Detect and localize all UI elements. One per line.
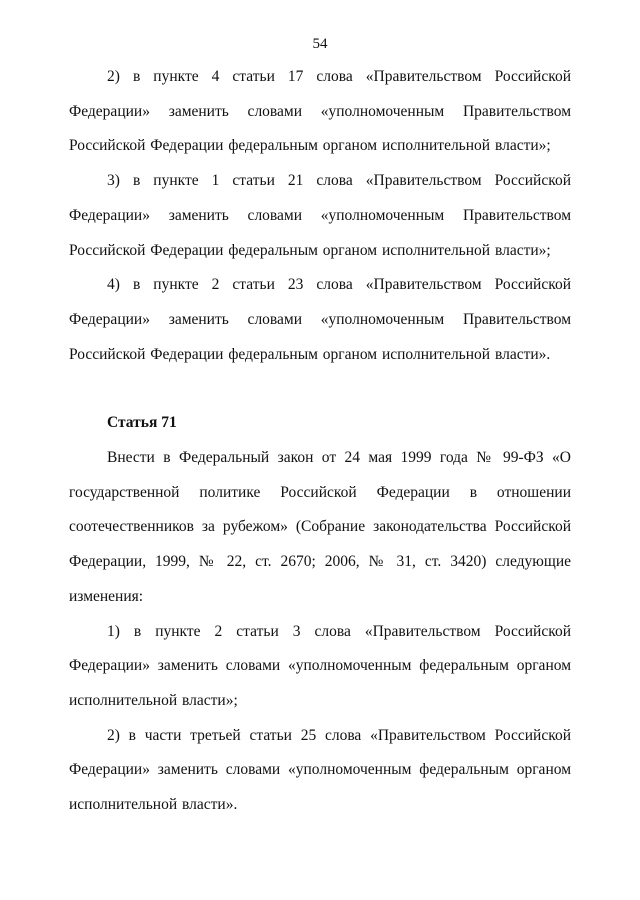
page-number: 54 bbox=[312, 36, 328, 52]
document-body bbox=[69, 60, 571, 823]
amendment-item-4: 4) в пункте 2 статьи 23 слова «Правительством Российской Федерации» заменить словами «уполномоченным Правительством Российской Федерации федеральным органом исполнительной власти». bbox=[69, 276, 571, 363]
article-item-2: 2) в части третьей статьи 25 слова «Правительством Российской Федерации» заменить словами «уполномоченным федеральным органом исполнительной власти». bbox=[69, 726, 571, 814]
amendment-item-3: 3) в пункте 1 статьи 21 слова «Правительством Российской Федерации» заменить словами «уполномоченным Правительством Российской Федерации федеральным органом исполнительной власти»; bbox=[69, 172, 571, 259]
amendment-item-2: 2) в пункте 4 статьи 17 слова «Правительством Российской Федерации» заменить словами «уполномоченным Правительством Российской Федерации федеральным органом исполнительной власти»; bbox=[69, 68, 571, 155]
article-intro: Внести в Федеральный закон от 24 мая 1999 года № 99-ФЗ «О государственной политике Российской Федерации в отношении соотечественников за рубежом» (Собрание законодательства Российской Федерации, 1999, № 22, ст. 2670; 2006, № 31, ст. 3420) следующие изменения: bbox=[69, 449, 571, 605]
section-gap bbox=[69, 372, 571, 406]
article-item-1: 1) в пункте 2 статьи 3 слова «Правительством Российской Федерации» заменить словами «уполномоченным федеральным органом исполнительной власти»; bbox=[69, 622, 571, 709]
article-heading: Статья 71 bbox=[107, 414, 177, 432]
